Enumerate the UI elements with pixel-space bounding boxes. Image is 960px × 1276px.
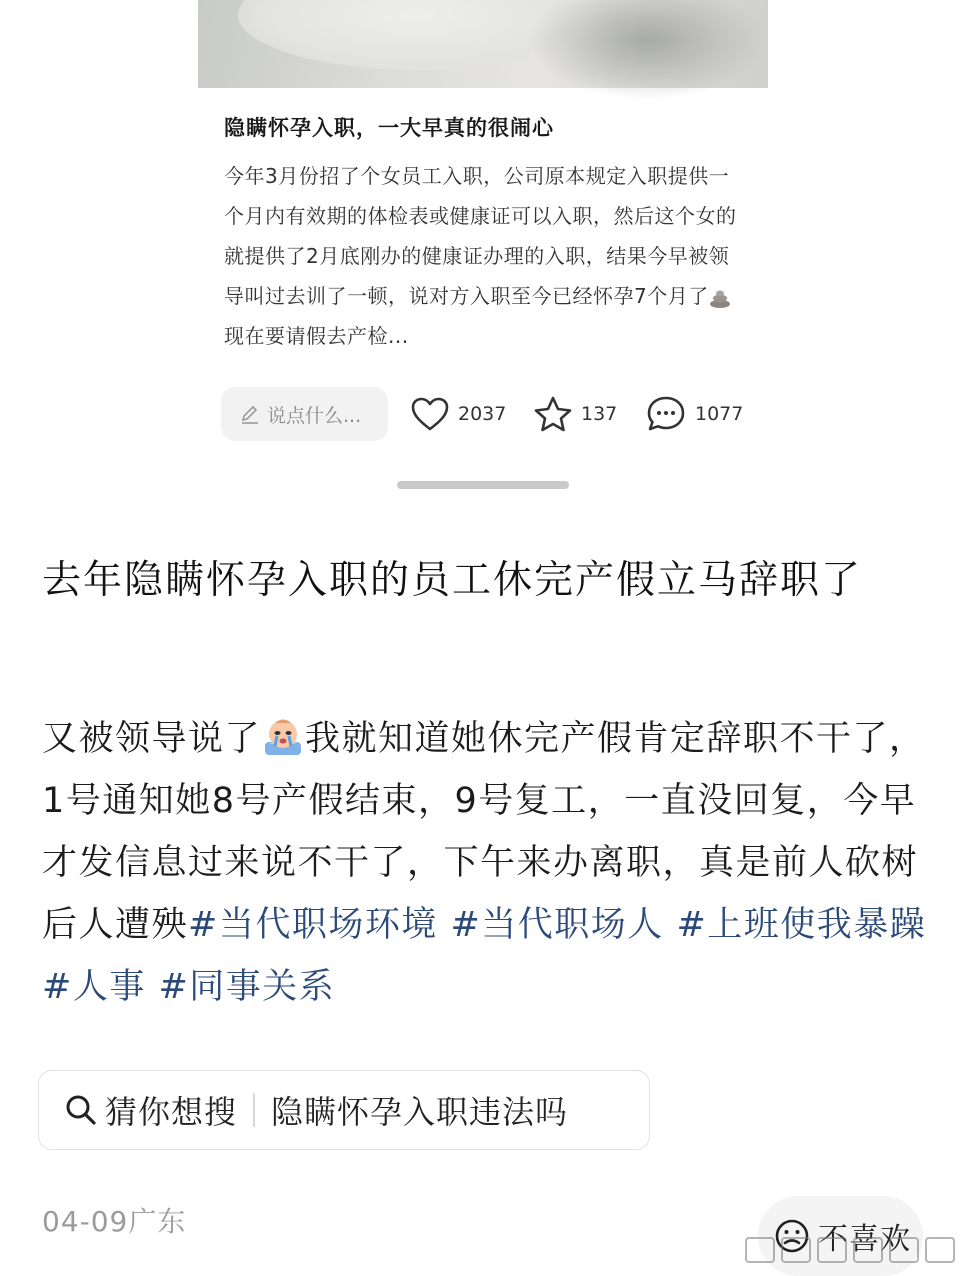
dislike-label: 不喜欢 bbox=[818, 1222, 911, 1257]
hashtag[interactable]: #当代职场人 bbox=[450, 905, 664, 945]
hashtag[interactable]: #上班使我暴躁 bbox=[676, 905, 927, 945]
embedded-post-title: 隐瞒怀孕入职，一大早真的很闹心 bbox=[224, 116, 554, 140]
comment-count: 1077 bbox=[695, 403, 744, 425]
post-title: 去年隐瞒怀孕入职的员工休完产假立马辞职了 bbox=[42, 558, 863, 603]
favorite-count: 137 bbox=[581, 403, 618, 425]
hashtag[interactable]: #人事 bbox=[42, 967, 146, 1007]
heart-icon bbox=[410, 396, 450, 432]
crying-emoji-icon bbox=[261, 714, 305, 758]
embedded-post-image[interactable] bbox=[198, 0, 768, 372]
star-icon bbox=[533, 395, 573, 433]
favorite-button[interactable] bbox=[533, 392, 617, 436]
search-icon bbox=[63, 1092, 99, 1128]
embedded-body-text: 今年3月份招了个女员工入职，公司原本规定入职提供一个月内有效期的体检表或健康证可以入职，然后这个女的就提供了2月底刚办的健康证办理的入职，结果今早被领导叫过去训了一顿，说对方入职至今已经怀孕7个月了 bbox=[224, 164, 737, 308]
poop-emoji-icon bbox=[709, 288, 731, 308]
embedded-body-text-tail: 现在要请假去产检... bbox=[224, 324, 409, 348]
pen-icon bbox=[239, 403, 261, 425]
post-body-text: 又被领导说了 bbox=[42, 719, 262, 759]
comment-input[interactable] bbox=[221, 387, 388, 441]
search-suggestion[interactable] bbox=[38, 1070, 650, 1150]
like-button[interactable] bbox=[410, 392, 506, 436]
comment-placeholder: 说点什么... bbox=[267, 404, 362, 427]
hashtag[interactable]: #同事关系 bbox=[158, 967, 336, 1007]
watermark bbox=[745, 1234, 955, 1266]
embedded-post-body bbox=[224, 156, 744, 370]
embedded-photo bbox=[198, 0, 768, 88]
search-suggestion-query: 隐瞒怀孕入职违法吗 bbox=[271, 1093, 569, 1131]
post-body bbox=[42, 708, 932, 1018]
hashtag[interactable]: #当代职场环境 bbox=[188, 905, 438, 945]
comment-button[interactable] bbox=[645, 392, 743, 436]
drag-handle[interactable] bbox=[397, 481, 569, 489]
comment-bubble-icon bbox=[645, 394, 687, 434]
post-body-text-2: 我就知道她休完产假肯定辞职不干了，1号通知她8号产假结束，9号复工，一直没回复，今早才发信息过来说不干了，下午来办离职，真是前人砍树后人遭殃 bbox=[42, 719, 926, 945]
like-count: 2037 bbox=[458, 403, 507, 425]
divider bbox=[253, 1093, 255, 1127]
post-date-location: 04-09广东 bbox=[42, 1205, 187, 1238]
search-suggestion-label: 猜你想搜 bbox=[105, 1093, 238, 1131]
